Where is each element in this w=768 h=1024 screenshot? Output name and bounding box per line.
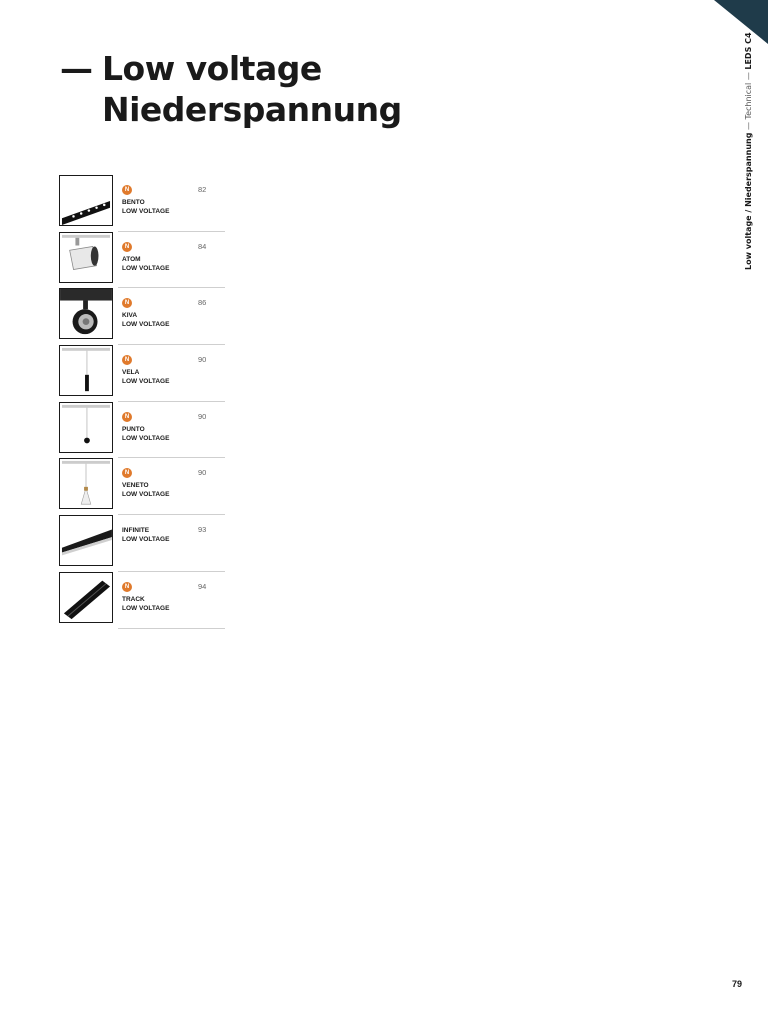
cylinder-spotlight-icon: [60, 233, 112, 282]
product-page-ref: 82: [198, 185, 207, 194]
product-name: TRACK: [122, 595, 145, 603]
product-name-block: [122, 595, 169, 613]
product-name-block: [122, 255, 169, 273]
product-info: [118, 288, 225, 345]
title-line-2: Niederspannung: [102, 90, 402, 129]
product-name: VENETO: [122, 482, 149, 490]
product-info: [118, 458, 225, 515]
product-page-ref: 90: [198, 468, 207, 478]
product-subtitle: LOW VOLTAGE: [122, 434, 170, 442]
new-badge: N: [122, 412, 132, 422]
product-subtitle: LOW VOLTAGE: [122, 604, 170, 612]
product-subtitle: LOW VOLTAGE: [122, 208, 170, 215]
led-track-spotlight-bar-icon: [60, 176, 112, 225]
product-row-veneto[interactable]: [59, 458, 225, 515]
product-row-atom[interactable]: [59, 232, 225, 289]
new-badge: N: [122, 582, 132, 592]
product-name-block: [122, 198, 169, 216]
tube-pendant-icon: [60, 346, 112, 395]
round-track-spotlight-icon: [60, 289, 112, 338]
product-page-ref: 84: [198, 241, 207, 251]
new-badge: N: [122, 185, 132, 195]
product-index-list: [59, 175, 225, 629]
side-separator-2: —: [744, 69, 753, 83]
product-thumbnail[interactable]: [59, 402, 113, 453]
title-dash: —: [60, 49, 93, 88]
product-thumbnail[interactable]: [59, 345, 113, 396]
side-running-header: [744, 32, 753, 270]
product-row-vela[interactable]: [59, 345, 225, 402]
product-name-block: [122, 481, 169, 499]
product-name: INFINITE: [122, 527, 150, 535]
product-page-ref: 86: [198, 298, 207, 308]
product-name: PUNTO: [122, 425, 145, 433]
page-title: [60, 48, 402, 130]
new-badge: N: [122, 298, 132, 308]
product-name: ATOM: [122, 255, 141, 263]
product-info: [118, 402, 225, 459]
cone-pendant-icon: [60, 459, 112, 508]
new-badge: N: [122, 355, 132, 365]
corner-triangle-decoration: [714, 0, 768, 44]
product-thumbnail[interactable]: [59, 288, 113, 339]
product-thumbnail[interactable]: [59, 232, 113, 283]
side-section: Low voltage / Niederspannung: [744, 132, 753, 270]
product-row-kiva[interactable]: [59, 288, 225, 345]
product-info: [118, 345, 225, 402]
product-subtitle: LOW VOLTAGE: [122, 491, 170, 499]
product-page-ref: 90: [198, 411, 207, 421]
product-row-track[interactable]: [59, 572, 225, 629]
title-line-1: Low voltage: [102, 49, 322, 88]
side-separator-1: —: [744, 119, 753, 133]
side-brand: LEDS C4: [744, 32, 753, 70]
product-info: [118, 572, 225, 629]
product-row-bento[interactable]: [59, 175, 225, 232]
product-info: [118, 232, 225, 289]
linear-track-light-icon: [60, 516, 112, 565]
new-badge: N: [122, 242, 132, 252]
ball-pendant-icon: [60, 403, 112, 452]
product-name: VELA: [122, 369, 140, 377]
product-name-block: [122, 311, 169, 329]
product-info: [118, 175, 225, 232]
product-thumbnail[interactable]: [59, 458, 113, 509]
product-thumbnail[interactable]: [59, 175, 113, 226]
product-thumbnail[interactable]: [59, 515, 113, 566]
product-page-ref: 93: [198, 525, 207, 535]
product-page-ref: 94: [198, 581, 207, 591]
product-info: [118, 515, 225, 572]
track-rail-icon: [60, 573, 112, 622]
product-thumbnail[interactable]: [59, 572, 113, 623]
product-subtitle: LOW VOLTAGE: [122, 264, 170, 272]
product-subtitle: LOW VOLTAGE: [122, 536, 170, 544]
product-name: KIVA: [122, 312, 138, 320]
product-subtitle: LOW VOLTAGE: [122, 378, 170, 386]
product-subtitle: LOW VOLTAGE: [122, 321, 170, 329]
product-name-block: [122, 526, 169, 544]
product-row-infinite[interactable]: [59, 515, 225, 572]
product-name: BENTO: [122, 199, 145, 206]
side-category: Technical: [744, 82, 753, 120]
new-badge: N: [122, 468, 132, 478]
page-number: 79: [731, 979, 742, 989]
product-name-block: [122, 425, 169, 443]
product-name-block: [122, 368, 169, 386]
product-row-punto[interactable]: [59, 402, 225, 459]
product-page-ref: 90: [198, 355, 207, 365]
